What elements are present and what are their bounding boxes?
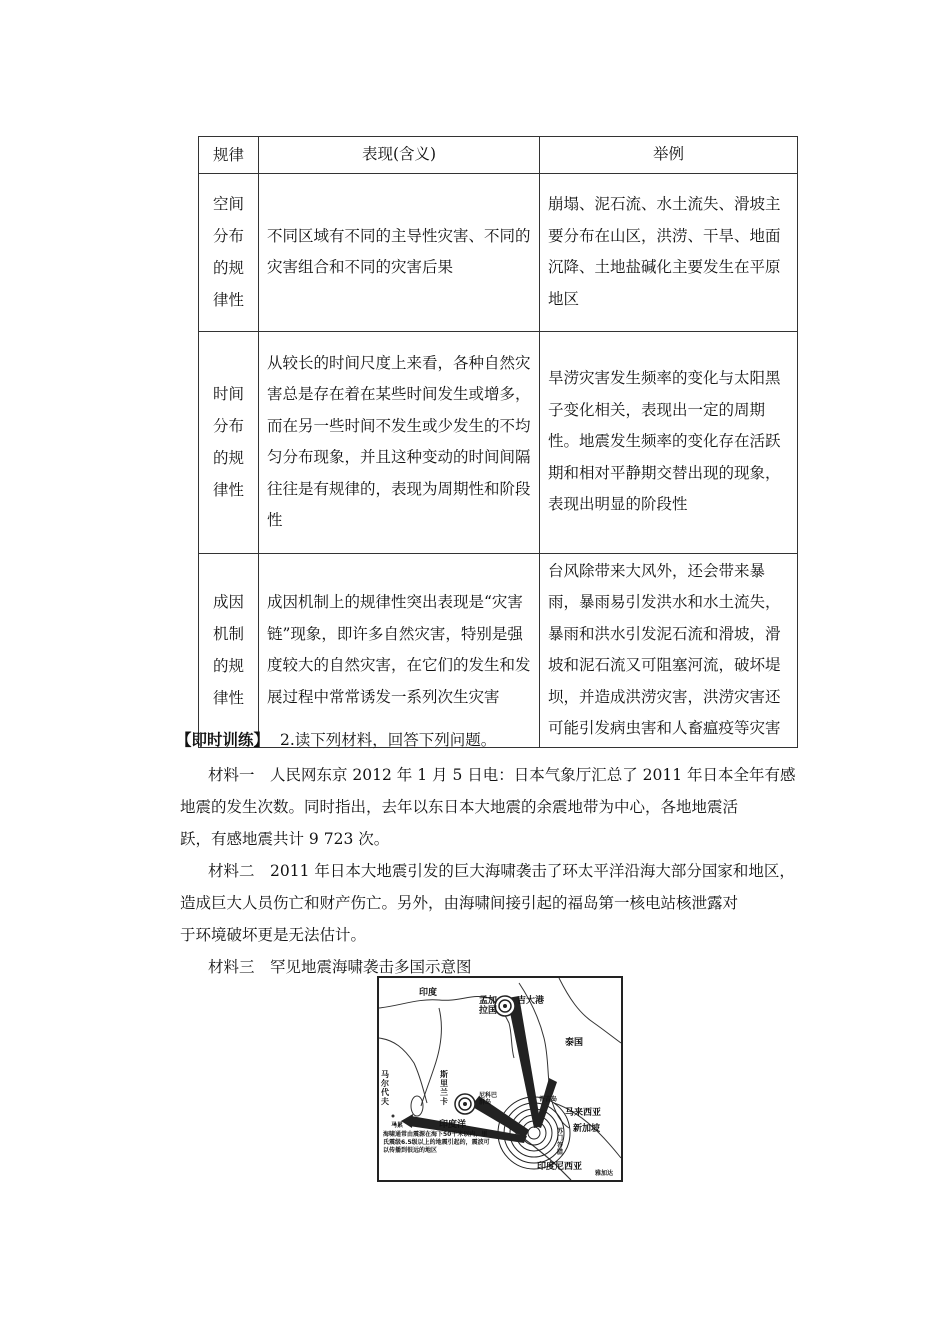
- label-malaysia: 马来西亚: [565, 1108, 602, 1118]
- label-indonesia: 印度尼西亚: [537, 1162, 583, 1172]
- name-line: 分布: [212, 417, 244, 435]
- label-jakarta: 雅加达: [595, 1170, 614, 1177]
- disaster-pattern-table: [198, 136, 798, 748]
- pattern-meaning: 成因机制上的规律性突出表现是“灾害链”现象，即许多自然灾害，特别是强度较大的自然灾害，在它们的发生和发展过程中常常诱发一系列次生灾害: [259, 553, 540, 747]
- pattern-name: [199, 331, 259, 553]
- name-line: 成因: [212, 593, 244, 611]
- name-line: 时间: [212, 385, 244, 403]
- material1-line: 地震的发生次数。同时指出，去年以东日本大地震的余震地带为中心，各地地震活: [180, 798, 739, 816]
- name-line: 律性: [212, 291, 244, 309]
- name-line: 机制: [212, 625, 244, 643]
- label-thailand: 泰国: [565, 1038, 584, 1048]
- label-singapore: 新加坡: [573, 1124, 601, 1134]
- pattern-example: 台风除带来大风外，还会带来暴雨，暴雨易引发洪水和水土流失，暴雨和洪水引发泥石流和滑坡，滑坡和泥石流又可阻塞河流，破坏堤坝，并造成洪涝灾害，洪涝灾害还可能引发病虫害和人畜瘟疫等灾害: [540, 553, 798, 747]
- label-sumatra: 苏 门 答 腊: [557, 1128, 564, 1156]
- label-maldives: 马 尔 代 夫: [381, 1070, 389, 1106]
- exercise-heading: [176, 728, 496, 750]
- name-line: 空间: [212, 195, 244, 213]
- pattern-example: 崩塌、泥石流、水土流失、滑坡主要分布在山区，洪涝、干旱、地面沉降、土地盐碱化主要发生在平原地区: [540, 173, 798, 331]
- header-meaning: 表现(含义): [259, 137, 540, 174]
- label-male: 马累: [391, 1122, 404, 1129]
- header-pattern: 规律: [199, 137, 259, 174]
- label-indian-ocean: 印度洋: [439, 1120, 467, 1130]
- table-row: [199, 331, 798, 553]
- map-note: 海啸通常由震源在海下50千米以内，里氏震级6.5级以上的地震引起的，震波可以传播到很远的地区: [383, 1131, 490, 1154]
- label-phuket: 普吉岛: [539, 1096, 558, 1103]
- label-chittagong: 吉大港: [517, 996, 545, 1006]
- label-sri-lanka: 斯 里 兰 卡: [440, 1070, 448, 1106]
- material1-line: 材料一 人民网东京 2012 年 1 月 5 日电：日本气象厅汇总了 2011 年日本全年有感: [208, 766, 796, 784]
- material2-line: 于环境破坏更是无法估计。: [180, 926, 367, 944]
- pattern-meaning: 不同区域有不同的主导性灾害、不同的灾害组合和不同的灾害后果: [259, 173, 540, 331]
- name-line: 律性: [212, 481, 244, 499]
- label-india: 印度: [419, 988, 438, 998]
- name-line: 的规: [212, 259, 244, 277]
- label-nicobar: 尼科巴 群岛: [479, 1092, 498, 1106]
- material2-line: 材料二 2011 年日本大地震引发的巨大海啸袭击了环太平洋沿海大部分国家和地区，: [208, 862, 795, 880]
- exercise-bracket-label: 【即时训练】: [176, 730, 270, 749]
- pattern-name: [199, 173, 259, 331]
- material1-line: 跃，有感地震共计 9 723 次。: [180, 830, 390, 848]
- pattern-name: [199, 553, 259, 747]
- name-line: 律性: [212, 689, 244, 707]
- name-line: 的规: [212, 449, 244, 467]
- exercise-question: 2.读下列材料，回答下列问题。: [279, 731, 497, 749]
- table-row: [199, 553, 798, 747]
- material2-line: 造成巨大人员伤亡和财产伤亡。另外，由海啸间接引起的福岛第一核电站核泄露对: [180, 894, 739, 912]
- table-header-row: [199, 137, 798, 174]
- label-bangladesh: 孟加 拉国: [479, 996, 498, 1016]
- name-line: 的规: [212, 657, 244, 675]
- tsunami-map: [377, 976, 623, 1182]
- pattern-example: 旱涝灾害发生频率的变化与太阳黑子变化相关，表现出一定的周期性。地震发生频率的变化存在活跃期和相对平静期交替出现的现象，表现出明显的阶段性: [540, 331, 798, 553]
- name-line: 分布: [212, 227, 244, 245]
- table-row: [199, 173, 798, 331]
- pattern-meaning: 从较长的时间尺度上来看，各种自然灾害总是存在着在某些时间发生或增多，而在另一些时间不发生或少发生的不均匀分布现象，并且这种变动的时间间隔往往是有规律的，表现为周期性和阶段性: [259, 331, 540, 553]
- header-example: 举例: [540, 137, 798, 174]
- material3-title: 材料三 罕见地震海啸袭击多国示意图: [208, 958, 472, 976]
